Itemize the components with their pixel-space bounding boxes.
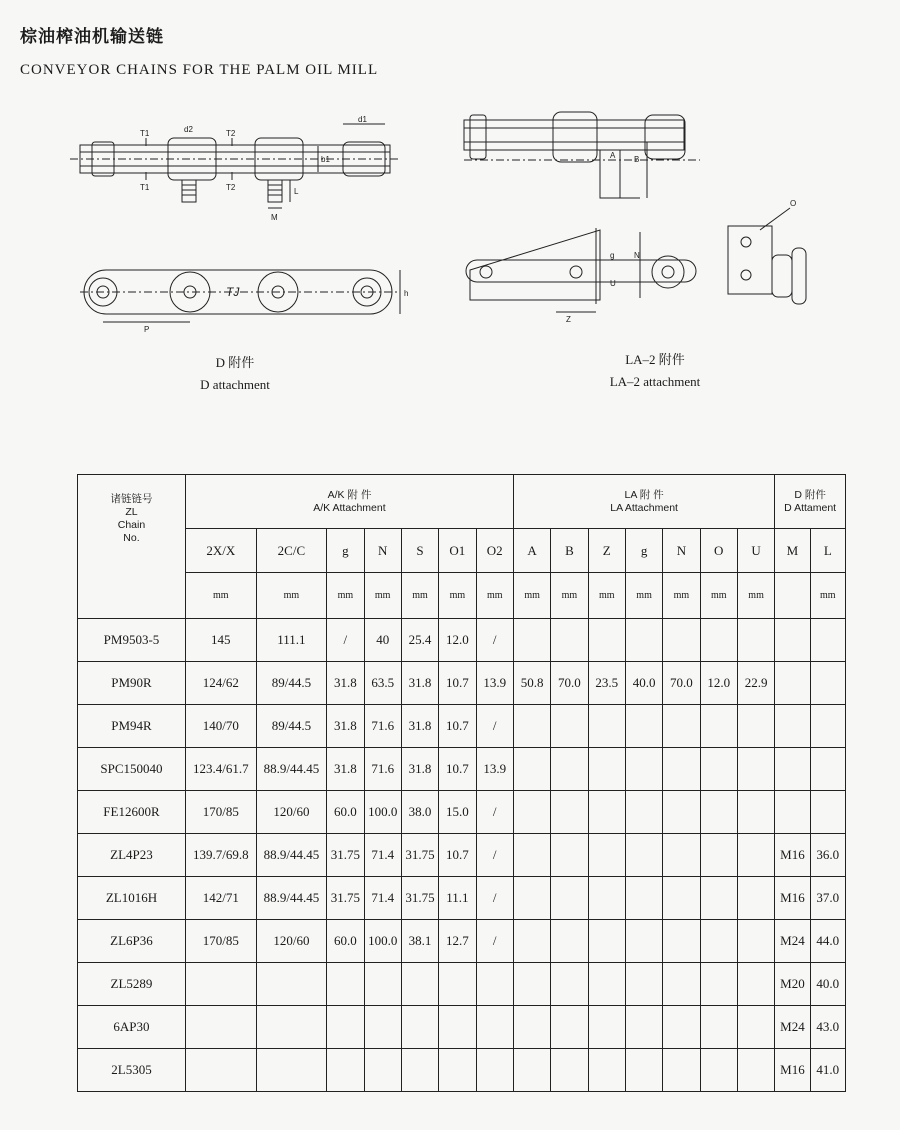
- value-cell: 38.1: [401, 920, 438, 963]
- value-cell: [476, 1006, 513, 1049]
- value-cell: [737, 748, 774, 791]
- column-header-row: [78, 529, 846, 573]
- value-cell: M20: [775, 963, 810, 1006]
- chain-number-cell: 6AP30: [78, 1006, 186, 1049]
- value-cell: 70.0: [663, 662, 700, 705]
- value-cell: 31.8: [401, 705, 438, 748]
- value-cell: 31.75: [327, 834, 364, 877]
- value-cell: [663, 791, 700, 834]
- value-cell: 25.4: [401, 619, 438, 662]
- column-header: N: [663, 529, 700, 573]
- value-cell: [513, 877, 550, 920]
- value-cell: 40: [364, 619, 401, 662]
- chain-number-cell: ZL5289: [78, 963, 186, 1006]
- value-cell: [185, 963, 256, 1006]
- value-cell: [185, 1049, 256, 1092]
- value-cell: 40.0: [625, 662, 662, 705]
- value-cell: [700, 791, 737, 834]
- value-cell: 71.6: [364, 705, 401, 748]
- chain-number-cell: ZL6P36: [78, 920, 186, 963]
- label-b: B: [634, 155, 640, 164]
- column-header: Z: [588, 529, 625, 573]
- value-cell: [625, 791, 662, 834]
- ak-attachment-header: [185, 475, 513, 529]
- value-cell: [625, 963, 662, 1006]
- column-header: O: [700, 529, 737, 573]
- value-cell: /: [476, 791, 513, 834]
- value-cell: /: [476, 834, 513, 877]
- value-cell: [700, 748, 737, 791]
- value-cell: 100.0: [364, 791, 401, 834]
- value-cell: [625, 1049, 662, 1092]
- value-cell: [588, 619, 625, 662]
- value-cell: 12.0: [439, 619, 476, 662]
- value-cell: 43.0: [810, 1006, 845, 1049]
- value-cell: M24: [775, 920, 810, 963]
- value-cell: [513, 1006, 550, 1049]
- column-header: U: [737, 529, 774, 573]
- value-cell: [513, 1049, 550, 1092]
- value-cell: M16: [775, 877, 810, 920]
- unit-cell: mm: [663, 573, 700, 619]
- label-l: L: [294, 187, 299, 196]
- value-cell: [256, 1049, 327, 1092]
- value-cell: [551, 1006, 588, 1049]
- table-row: [78, 920, 846, 963]
- label-p: P: [144, 325, 150, 334]
- value-cell: [401, 1049, 438, 1092]
- value-cell: [439, 963, 476, 1006]
- chain-header-cn: 诸链链号: [110, 493, 153, 505]
- value-cell: [588, 920, 625, 963]
- value-cell: [810, 791, 845, 834]
- value-cell: [737, 834, 774, 877]
- value-cell: 50.8: [513, 662, 550, 705]
- value-cell: [810, 662, 845, 705]
- value-cell: [663, 877, 700, 920]
- value-cell: [364, 1049, 401, 1092]
- column-header: M: [775, 529, 810, 573]
- chain-number-cell: ZL1016H: [78, 877, 186, 920]
- la2-attachment-top-view: [464, 112, 700, 198]
- value-cell: 120/60: [256, 920, 327, 963]
- label-n: N: [634, 251, 640, 260]
- value-cell: [588, 963, 625, 1006]
- chain-number-cell: SPC150040: [78, 748, 186, 791]
- value-cell: [551, 619, 588, 662]
- chain-number-cell: PM9503-5: [78, 619, 186, 662]
- value-cell: M16: [775, 834, 810, 877]
- value-cell: 31.75: [401, 834, 438, 877]
- value-cell: 10.7: [439, 834, 476, 877]
- value-cell: 36.0: [810, 834, 845, 877]
- value-cell: [401, 963, 438, 1006]
- label-h: h: [404, 289, 409, 298]
- label-tj-logo: TJ: [226, 285, 240, 299]
- value-cell: [513, 619, 550, 662]
- column-header: g: [327, 529, 364, 573]
- value-cell: [551, 920, 588, 963]
- caption-la2-en: LA–2 attachment: [609, 374, 701, 389]
- caption-d-cn: D 附件: [215, 355, 255, 370]
- value-cell: [663, 963, 700, 1006]
- value-cell: 31.8: [401, 748, 438, 791]
- value-cell: [700, 1006, 737, 1049]
- value-cell: 23.5: [588, 662, 625, 705]
- ak-header-cn: A/K 附 件: [327, 488, 372, 501]
- d-attachment-header: [775, 475, 846, 529]
- value-cell: /: [476, 705, 513, 748]
- value-cell: [401, 1006, 438, 1049]
- unit-cell: mm: [737, 573, 774, 619]
- label-a: A: [610, 151, 616, 160]
- unit-cell: mm: [327, 573, 364, 619]
- value-cell: [737, 920, 774, 963]
- value-cell: 38.0: [401, 791, 438, 834]
- la2-plate-detail: [728, 208, 806, 304]
- chain-number-cell: FE12600R: [78, 791, 186, 834]
- unit-cell: mm: [551, 573, 588, 619]
- chain-header-no: No.: [123, 532, 140, 544]
- value-cell: 140/70: [185, 705, 256, 748]
- value-cell: 170/85: [185, 791, 256, 834]
- value-cell: [700, 834, 737, 877]
- value-cell: 31.8: [327, 662, 364, 705]
- d-attachment-side-view: [80, 270, 400, 322]
- label-b1: b1: [321, 155, 330, 164]
- label-z: Z: [566, 315, 571, 324]
- value-cell: 63.5: [364, 662, 401, 705]
- value-cell: 13.9: [476, 748, 513, 791]
- column-header: A: [513, 529, 550, 573]
- value-cell: [737, 877, 774, 920]
- column-header: N: [364, 529, 401, 573]
- value-cell: [588, 705, 625, 748]
- value-cell: M24: [775, 1006, 810, 1049]
- value-cell: [700, 1049, 737, 1092]
- value-cell: [588, 877, 625, 920]
- value-cell: [625, 748, 662, 791]
- value-cell: [775, 662, 810, 705]
- value-cell: [256, 963, 327, 1006]
- unit-cell: mm: [625, 573, 662, 619]
- value-cell: [185, 1006, 256, 1049]
- value-cell: [700, 705, 737, 748]
- label-t1-bottom: T1: [140, 183, 150, 192]
- value-cell: [625, 877, 662, 920]
- value-cell: [700, 877, 737, 920]
- unit-cell: mm: [364, 573, 401, 619]
- value-cell: 10.7: [439, 748, 476, 791]
- technical-drawings: [0, 90, 900, 400]
- value-cell: /: [476, 619, 513, 662]
- unit-cell: [775, 573, 810, 619]
- value-cell: [775, 705, 810, 748]
- value-cell: [476, 963, 513, 1006]
- label-t2-bottom: T2: [226, 183, 236, 192]
- column-header: S: [401, 529, 438, 573]
- value-cell: 31.75: [401, 877, 438, 920]
- table-row: [78, 662, 846, 705]
- value-cell: 145: [185, 619, 256, 662]
- value-cell: [700, 920, 737, 963]
- value-cell: 13.9: [476, 662, 513, 705]
- value-cell: 139.7/69.8: [185, 834, 256, 877]
- table-row: [78, 877, 846, 920]
- value-cell: 31.75: [327, 877, 364, 920]
- d-attachment-top-labels: [140, 115, 367, 222]
- value-cell: 10.7: [439, 662, 476, 705]
- label-g: g: [610, 251, 615, 260]
- column-header: O1: [439, 529, 476, 573]
- value-cell: [625, 705, 662, 748]
- table-row: [78, 791, 846, 834]
- chain-no-header: [78, 475, 186, 619]
- value-cell: 89/44.5: [256, 705, 327, 748]
- value-cell: [663, 920, 700, 963]
- value-cell: 41.0: [810, 1049, 845, 1092]
- label-d1: d1: [358, 115, 367, 124]
- value-cell: [588, 834, 625, 877]
- unit-cell: mm: [439, 573, 476, 619]
- caption-la2-cn: LA–2 附件: [625, 352, 685, 367]
- value-cell: [663, 748, 700, 791]
- value-cell: [625, 619, 662, 662]
- value-cell: 60.0: [327, 920, 364, 963]
- value-cell: 88.9/44.45: [256, 748, 327, 791]
- value-cell: [625, 1006, 662, 1049]
- table-row: [78, 834, 846, 877]
- la-attachment-header: [513, 475, 774, 529]
- value-cell: [663, 705, 700, 748]
- table-row: [78, 963, 846, 1006]
- table-row: [78, 1049, 846, 1092]
- value-cell: [551, 705, 588, 748]
- unit-cell: mm: [401, 573, 438, 619]
- table-row: [78, 705, 846, 748]
- column-header: 2X/X: [185, 529, 256, 573]
- value-cell: [737, 619, 774, 662]
- value-cell: [588, 1006, 625, 1049]
- value-cell: [588, 1049, 625, 1092]
- value-cell: /: [327, 619, 364, 662]
- value-cell: 15.0: [439, 791, 476, 834]
- value-cell: [775, 619, 810, 662]
- value-cell: [551, 877, 588, 920]
- value-cell: [327, 963, 364, 1006]
- value-cell: 22.9: [737, 662, 774, 705]
- value-cell: 31.8: [401, 662, 438, 705]
- value-cell: [364, 1006, 401, 1049]
- label-t2-top: T2: [226, 129, 236, 138]
- d-header-cn: D 附件: [794, 488, 826, 501]
- value-cell: [737, 1006, 774, 1049]
- label-t1-top: T1: [140, 129, 150, 138]
- value-cell: 60.0: [327, 791, 364, 834]
- table-row: [78, 1006, 846, 1049]
- unit-cell: mm: [588, 573, 625, 619]
- chain-header-chain: Chain: [117, 519, 146, 531]
- unit-row: [78, 573, 846, 619]
- column-header: g: [625, 529, 662, 573]
- value-cell: 12.7: [439, 920, 476, 963]
- value-cell: [775, 791, 810, 834]
- value-cell: 31.8: [327, 748, 364, 791]
- chain-number-cell: PM90R: [78, 662, 186, 705]
- la2-attachment-side-view: [466, 228, 696, 312]
- page-title-cn: 棕油榨油机输送链: [20, 27, 164, 47]
- value-cell: [663, 1006, 700, 1049]
- value-cell: [737, 963, 774, 1006]
- value-cell: /: [476, 920, 513, 963]
- value-cell: /: [476, 877, 513, 920]
- value-cell: [256, 1006, 327, 1049]
- value-cell: [551, 963, 588, 1006]
- value-cell: [663, 834, 700, 877]
- label-o: O: [790, 199, 797, 208]
- ak-header-en: A/K Attachment: [313, 501, 386, 514]
- value-cell: 142/71: [185, 877, 256, 920]
- unit-cell: mm: [513, 573, 550, 619]
- value-cell: [439, 1006, 476, 1049]
- value-cell: [327, 1006, 364, 1049]
- value-cell: [551, 748, 588, 791]
- value-cell: 37.0: [810, 877, 845, 920]
- value-cell: [513, 791, 550, 834]
- value-cell: [737, 705, 774, 748]
- value-cell: [588, 791, 625, 834]
- value-cell: [476, 1049, 513, 1092]
- value-cell: [810, 619, 845, 662]
- la-header-en: LA Attachment: [610, 501, 678, 514]
- value-cell: [625, 920, 662, 963]
- value-cell: 120/60: [256, 791, 327, 834]
- value-cell: 40.0: [810, 963, 845, 1006]
- value-cell: [737, 791, 774, 834]
- spec-table: [77, 474, 846, 1092]
- value-cell: 123.4/61.7: [185, 748, 256, 791]
- unit-cell: mm: [256, 573, 327, 619]
- value-cell: 88.9/44.45: [256, 834, 327, 877]
- value-cell: [513, 963, 550, 1006]
- column-header: 2C/C: [256, 529, 327, 573]
- column-header: L: [810, 529, 845, 573]
- value-cell: [663, 619, 700, 662]
- value-cell: [810, 748, 845, 791]
- value-cell: [663, 1049, 700, 1092]
- value-cell: 11.1: [439, 877, 476, 920]
- value-cell: 70.0: [551, 662, 588, 705]
- value-cell: 88.9/44.45: [256, 877, 327, 920]
- value-cell: [810, 705, 845, 748]
- column-header: B: [551, 529, 588, 573]
- label-m: M: [271, 213, 278, 222]
- label-u: U: [610, 279, 616, 288]
- page-title-en: CONVEYOR CHAINS FOR THE PALM OIL MILL: [20, 62, 379, 78]
- value-cell: 71.4: [364, 877, 401, 920]
- value-cell: [588, 748, 625, 791]
- caption-d-en: D attachment: [200, 377, 270, 392]
- value-cell: 12.0: [700, 662, 737, 705]
- value-cell: [551, 791, 588, 834]
- value-cell: 44.0: [810, 920, 845, 963]
- value-cell: 124/62: [185, 662, 256, 705]
- spec-table-body: [78, 619, 846, 1092]
- value-cell: [513, 920, 550, 963]
- value-cell: [737, 1049, 774, 1092]
- value-cell: [775, 748, 810, 791]
- chain-number-cell: PM94R: [78, 705, 186, 748]
- value-cell: [625, 834, 662, 877]
- value-cell: 31.8: [327, 705, 364, 748]
- unit-cell: mm: [700, 573, 737, 619]
- value-cell: [327, 1049, 364, 1092]
- value-cell: [551, 834, 588, 877]
- chain-number-cell: 2L5305: [78, 1049, 186, 1092]
- unit-cell: mm: [810, 573, 845, 619]
- chain-header-zl: ZL: [125, 506, 138, 518]
- spec-table-header: [78, 475, 846, 619]
- table-row: [78, 619, 846, 662]
- value-cell: 111.1: [256, 619, 327, 662]
- value-cell: [364, 963, 401, 1006]
- value-cell: 89/44.5: [256, 662, 327, 705]
- value-cell: [700, 619, 737, 662]
- chain-number-cell: ZL4P23: [78, 834, 186, 877]
- value-cell: [513, 748, 550, 791]
- unit-cell: mm: [476, 573, 513, 619]
- table-row: [78, 748, 846, 791]
- value-cell: [700, 963, 737, 1006]
- column-header: O2: [476, 529, 513, 573]
- la-header-cn: LA 附 件: [624, 488, 664, 501]
- value-cell: M16: [775, 1049, 810, 1092]
- value-cell: [439, 1049, 476, 1092]
- value-cell: 71.4: [364, 834, 401, 877]
- value-cell: [513, 834, 550, 877]
- value-cell: 100.0: [364, 920, 401, 963]
- d-header-en: D Attament: [784, 501, 837, 514]
- value-cell: 170/85: [185, 920, 256, 963]
- label-d2: d2: [184, 125, 193, 134]
- value-cell: [551, 1049, 588, 1092]
- value-cell: 71.6: [364, 748, 401, 791]
- value-cell: [513, 705, 550, 748]
- unit-cell: mm: [185, 573, 256, 619]
- value-cell: 10.7: [439, 705, 476, 748]
